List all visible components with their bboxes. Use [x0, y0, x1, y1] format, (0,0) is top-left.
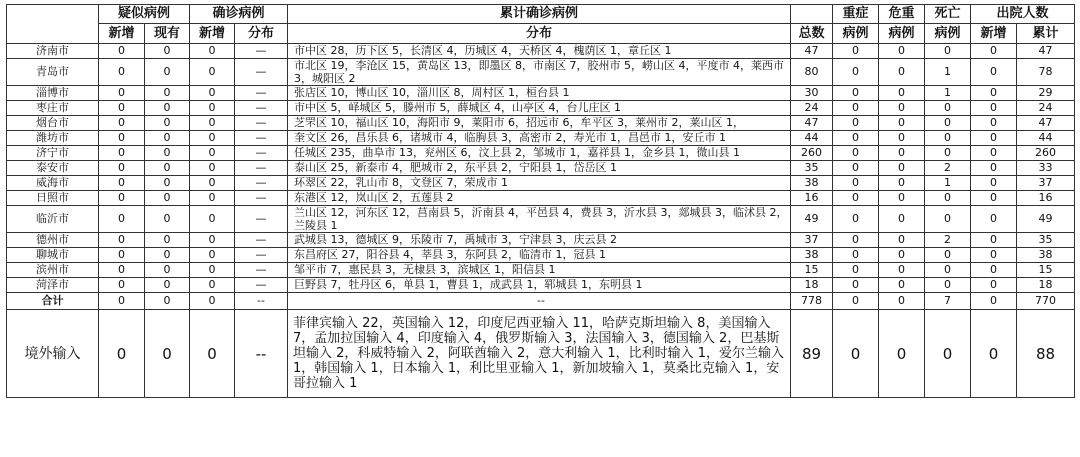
discharged-total-cell: 44 [1017, 131, 1075, 146]
city-cell: 淄博市 [7, 86, 99, 101]
suspected-new-cell: 0 [99, 293, 145, 310]
distribution-cell: 菲律宾输入 22，英国输入 12，印度尼西亚输入 11，哈萨克斯坦输入 8，美国输入 7，孟加拉国输入 4，印度输入 4，俄罗斯输入 3，法国输入 3，德国输入 2，巴基斯坦输入 2，科威特输入 2，阿联酋输入 2，意大利输入 1，比利时输入 1，爱尔兰输入 1，韩国输入 1，日本输入 1，利比里亚输入 1，新加坡输入 1，莫桑比克输入 1，安哥拉输入 1 [288, 310, 791, 398]
suspected-current-cell: 0 [145, 59, 190, 86]
death-cell: 0 [925, 248, 971, 263]
total-cell: 47 [791, 116, 833, 131]
discharged-new-cell: 0 [971, 116, 1017, 131]
header-severe: 重症 [833, 5, 879, 24]
suspected-new-cell: 0 [99, 131, 145, 146]
header-cumulative: 累计确诊病例 [288, 5, 791, 24]
header-death: 死亡 [925, 5, 971, 24]
confirmed-distribution-cell: — [235, 161, 288, 176]
discharged-new-cell: 0 [971, 293, 1017, 310]
suspected-new-cell: 0 [99, 206, 145, 233]
table-row [7, 101, 1075, 116]
city-cell: 枣庄市 [7, 101, 99, 116]
discharged-total-cell: 38 [1017, 248, 1075, 263]
header-row-1 [7, 5, 1075, 24]
total-row [7, 293, 1075, 310]
distribution-cell: 张店区 10，博山区 10，淄川区 8，周村区 1，桓台县 1 [288, 86, 791, 101]
critical-cell: 0 [879, 44, 925, 59]
discharged-new-cell: 0 [971, 310, 1017, 398]
confirmed-distribution-cell: — [235, 44, 288, 59]
total-cell: 16 [791, 191, 833, 206]
discharged-new-cell: 0 [971, 146, 1017, 161]
suspected-current-cell: 0 [145, 176, 190, 191]
suspected-new-cell: 0 [99, 176, 145, 191]
discharged-new-cell: 0 [971, 278, 1017, 293]
death-cell: 0 [925, 278, 971, 293]
confirmed-new-cell: 0 [190, 293, 235, 310]
death-cell: 1 [925, 59, 971, 86]
confirmed-new-cell: 0 [190, 248, 235, 263]
header-discharged-total: 累计 [1017, 24, 1075, 44]
table-row [7, 176, 1075, 191]
discharged-new-cell: 0 [971, 101, 1017, 116]
city-cell: 聊城市 [7, 248, 99, 263]
suspected-current-cell: 0 [145, 44, 190, 59]
suspected-new-cell: 0 [99, 161, 145, 176]
critical-cell: 0 [879, 310, 925, 398]
death-cell: 2 [925, 161, 971, 176]
discharged-total-cell: 29 [1017, 86, 1075, 101]
total-cell: 89 [791, 310, 833, 398]
city-cell: 临沂市 [7, 206, 99, 233]
distribution-cell: 邹平市 7，惠民县 3，无棣县 3，滨城区 1，阳信县 1 [288, 263, 791, 278]
table-row [7, 278, 1075, 293]
confirmed-distribution-cell: — [235, 233, 288, 248]
suspected-current-cell: 0 [145, 263, 190, 278]
header-suspected-new: 新增 [99, 24, 145, 44]
discharged-total-cell: 260 [1017, 146, 1075, 161]
critical-cell: 0 [879, 233, 925, 248]
total-cell: 18 [791, 278, 833, 293]
city-cell: 济宁市 [7, 146, 99, 161]
severe-cell: 0 [833, 310, 879, 398]
confirmed-distribution-cell: -- [235, 310, 288, 398]
confirmed-new-cell: 0 [190, 176, 235, 191]
suspected-current-cell: 0 [145, 233, 190, 248]
suspected-new-cell: 0 [99, 59, 145, 86]
confirmed-new-cell: 0 [190, 310, 235, 398]
header-suspected: 疑似病例 [99, 5, 190, 24]
city-cell: 泰安市 [7, 161, 99, 176]
confirmed-new-cell: 0 [190, 59, 235, 86]
distribution-cell: 泰山区 25，新泰市 4，肥城市 2，东平县 2，宁阳县 1，岱岳区 1 [288, 161, 791, 176]
table-row [7, 263, 1075, 278]
city-cell: 滨州市 [7, 263, 99, 278]
death-cell: 7 [925, 293, 971, 310]
severe-cell: 0 [833, 176, 879, 191]
discharged-total-cell: 35 [1017, 233, 1075, 248]
header-distribution: 分布 [288, 24, 791, 44]
distribution-cell: 市北区 19，李沧区 15，黄岛区 13，即墨区 8，市南区 7，胶州市 5，崂山区 4，平度市 4，莱西市 3，城阳区 2 [288, 59, 791, 86]
suspected-current-cell: 0 [145, 310, 190, 398]
confirmed-distribution-cell: — [235, 86, 288, 101]
death-cell: 0 [925, 101, 971, 116]
discharged-new-cell: 0 [971, 233, 1017, 248]
table-row [7, 161, 1075, 176]
header-discharged-new: 新增 [971, 24, 1017, 44]
city-cell: 威海市 [7, 176, 99, 191]
suspected-current-cell: 0 [145, 293, 190, 310]
distribution-cell: 奎文区 26，昌乐县 6，诸城市 4，临朐县 3，高密市 2，寿光市 1，昌邑市 1，安丘市 1 [288, 131, 791, 146]
suspected-current-cell: 0 [145, 146, 190, 161]
critical-cell: 0 [879, 293, 925, 310]
confirmed-distribution-cell: — [235, 248, 288, 263]
total-cell: 37 [791, 233, 833, 248]
table-row [7, 191, 1075, 206]
discharged-total-cell: 78 [1017, 59, 1075, 86]
header-confirmed: 确诊病例 [190, 5, 288, 24]
severe-cell: 0 [833, 191, 879, 206]
severe-cell: 0 [833, 116, 879, 131]
confirmed-new-cell: 0 [190, 44, 235, 59]
suspected-current-cell: 0 [145, 161, 190, 176]
distribution-cell: 芝罘区 10，福山区 10，海阳市 9，莱阳市 6，招远市 6，牟平区 3，莱州市 2，莱山区 1， [288, 116, 791, 131]
death-cell: 1 [925, 176, 971, 191]
suspected-current-cell: 0 [145, 116, 190, 131]
imported-cases-row [7, 310, 1075, 398]
discharged-new-cell: 0 [971, 248, 1017, 263]
suspected-current-cell: 0 [145, 278, 190, 293]
total-cell: 49 [791, 206, 833, 233]
severe-cell: 0 [833, 131, 879, 146]
death-cell: 0 [925, 191, 971, 206]
severe-cell: 0 [833, 278, 879, 293]
table-row [7, 233, 1075, 248]
suspected-current-cell: 0 [145, 206, 190, 233]
death-cell: 0 [925, 310, 971, 398]
critical-cell: 0 [879, 176, 925, 191]
city-cell: 潍坊市 [7, 131, 99, 146]
discharged-new-cell: 0 [971, 59, 1017, 86]
total-cell: 38 [791, 248, 833, 263]
critical-cell: 0 [879, 59, 925, 86]
critical-cell: 0 [879, 248, 925, 263]
discharged-total-cell: 15 [1017, 263, 1075, 278]
table-row [7, 44, 1075, 59]
city-cell: 济南市 [7, 44, 99, 59]
header-region [7, 5, 99, 44]
confirmed-distribution-cell: — [235, 146, 288, 161]
discharged-total-cell: 47 [1017, 116, 1075, 131]
critical-cell: 0 [879, 131, 925, 146]
total-cell: 38 [791, 176, 833, 191]
confirmed-distribution-cell: — [235, 263, 288, 278]
confirmed-distribution-cell: — [235, 101, 288, 116]
confirmed-distribution-cell: — [235, 191, 288, 206]
confirmed-distribution-cell: — [235, 206, 288, 233]
city-cell: 青岛市 [7, 59, 99, 86]
header-total-empty [791, 5, 833, 24]
header-confirmed-new: 新增 [190, 24, 235, 44]
suspected-new-cell: 0 [99, 191, 145, 206]
header-severe-cases: 病例 [833, 24, 879, 44]
suspected-new-cell: 0 [99, 86, 145, 101]
table-row [7, 116, 1075, 131]
total-cell: 15 [791, 263, 833, 278]
confirmed-distribution-cell: -- [235, 293, 288, 310]
death-cell: 0 [925, 116, 971, 131]
confirmed-distribution-cell: — [235, 131, 288, 146]
city-cell: 烟台市 [7, 116, 99, 131]
table-row [7, 86, 1075, 101]
death-cell: 0 [925, 146, 971, 161]
severe-cell: 0 [833, 293, 879, 310]
distribution-cell: 任城区 235，曲阜市 13，兖州区 6，汶上县 2，邹城市 1，嘉祥县 1，金乡县 1，微山县 1 [288, 146, 791, 161]
distribution-cell: 兰山区 12，河东区 12，莒南县 5，沂南县 4，平邑县 4，费县 3，沂水县 3，郯城县 3，临沭县 2，兰陵县 1 [288, 206, 791, 233]
header-critical: 危重 [879, 5, 925, 24]
discharged-new-cell: 0 [971, 44, 1017, 59]
death-cell: 0 [925, 131, 971, 146]
suspected-new-cell: 0 [99, 310, 145, 398]
severe-cell: 0 [833, 101, 879, 116]
death-cell: 0 [925, 44, 971, 59]
confirmed-distribution-cell: — [235, 116, 288, 131]
discharged-total-cell: 16 [1017, 191, 1075, 206]
discharged-new-cell: 0 [971, 161, 1017, 176]
total-cell: 778 [791, 293, 833, 310]
distribution-cell: 东港区 12，岚山区 2，五莲县 2 [288, 191, 791, 206]
severe-cell: 0 [833, 59, 879, 86]
confirmed-new-cell: 0 [190, 263, 235, 278]
distribution-cell: 巨野县 7，牡丹区 6，单县 1，曹县 1，成武县 1，郓城县 1，东明县 1 [288, 278, 791, 293]
discharged-total-cell: 18 [1017, 278, 1075, 293]
discharged-total-cell: 88 [1017, 310, 1075, 398]
discharged-new-cell: 0 [971, 86, 1017, 101]
confirmed-new-cell: 0 [190, 206, 235, 233]
discharged-total-cell: 770 [1017, 293, 1075, 310]
death-cell: 0 [925, 206, 971, 233]
suspected-new-cell: 0 [99, 248, 145, 263]
discharged-total-cell: 37 [1017, 176, 1075, 191]
confirmed-new-cell: 0 [190, 161, 235, 176]
confirmed-new-cell: 0 [190, 233, 235, 248]
discharged-new-cell: 0 [971, 131, 1017, 146]
discharged-new-cell: 0 [971, 191, 1017, 206]
severe-cell: 0 [833, 146, 879, 161]
table-row [7, 146, 1075, 161]
severe-cell: 0 [833, 248, 879, 263]
critical-cell: 0 [879, 86, 925, 101]
discharged-total-cell: 24 [1017, 101, 1075, 116]
discharged-new-cell: 0 [971, 263, 1017, 278]
city-cell: 菏泽市 [7, 278, 99, 293]
critical-cell: 0 [879, 191, 925, 206]
table-row [7, 248, 1075, 263]
table-row [7, 59, 1075, 86]
confirmed-new-cell: 0 [190, 86, 235, 101]
total-cell: 80 [791, 59, 833, 86]
distribution-cell: 武城县 13，德城区 9，乐陵市 7，禹城市 3，宁津县 3，庆云县 2 [288, 233, 791, 248]
table-row [7, 206, 1075, 233]
distribution-cell: 环翠区 22，乳山市 8，文登区 7，荣成市 1 [288, 176, 791, 191]
confirmed-new-cell: 0 [190, 116, 235, 131]
severe-cell: 0 [833, 44, 879, 59]
critical-cell: 0 [879, 101, 925, 116]
discharged-total-cell: 33 [1017, 161, 1075, 176]
confirmed-new-cell: 0 [190, 278, 235, 293]
distribution-cell: 东昌府区 27，阳谷县 4，莘县 3，东阿县 2，临清市 1，冠县 1 [288, 248, 791, 263]
severe-cell: 0 [833, 263, 879, 278]
suspected-current-cell: 0 [145, 101, 190, 116]
suspected-new-cell: 0 [99, 233, 145, 248]
severe-cell: 0 [833, 86, 879, 101]
total-cell: 260 [791, 146, 833, 161]
discharged-total-cell: 49 [1017, 206, 1075, 233]
total-cell: 30 [791, 86, 833, 101]
confirmed-distribution-cell: — [235, 278, 288, 293]
severe-cell: 0 [833, 233, 879, 248]
distribution-cell: 市中区 28，历下区 5，长清区 4，历城区 4，天桥区 4，槐荫区 1，章丘区 1 [288, 44, 791, 59]
header-total: 总数 [791, 24, 833, 44]
city-cell: 德州市 [7, 233, 99, 248]
discharged-new-cell: 0 [971, 176, 1017, 191]
total-cell: 24 [791, 101, 833, 116]
total-cell: 44 [791, 131, 833, 146]
suspected-new-cell: 0 [99, 116, 145, 131]
distribution-cell: 市中区 5，峄城区 5，滕州市 5，薛城区 4，山亭区 4，台儿庄区 1 [288, 101, 791, 116]
confirmed-distribution-cell: — [235, 59, 288, 86]
total-cell: 35 [791, 161, 833, 176]
suspected-new-cell: 0 [99, 101, 145, 116]
death-cell: 2 [925, 233, 971, 248]
suspected-new-cell: 0 [99, 44, 145, 59]
suspected-new-cell: 0 [99, 263, 145, 278]
confirmed-new-cell: 0 [190, 101, 235, 116]
severe-cell: 0 [833, 206, 879, 233]
table-row [7, 131, 1075, 146]
critical-cell: 0 [879, 206, 925, 233]
critical-cell: 0 [879, 161, 925, 176]
discharged-total-cell: 47 [1017, 44, 1075, 59]
suspected-new-cell: 0 [99, 146, 145, 161]
city-cell: 日照市 [7, 191, 99, 206]
header-row-2 [7, 24, 1075, 44]
critical-cell: 0 [879, 146, 925, 161]
covid-case-table [6, 4, 1075, 398]
severe-cell: 0 [833, 161, 879, 176]
suspected-current-cell: 0 [145, 248, 190, 263]
city-cell: 合计 [7, 293, 99, 310]
total-cell: 47 [791, 44, 833, 59]
critical-cell: 0 [879, 263, 925, 278]
discharged-new-cell: 0 [971, 206, 1017, 233]
suspected-current-cell: 0 [145, 191, 190, 206]
city-cell: 境外输入 [7, 310, 99, 398]
confirmed-new-cell: 0 [190, 146, 235, 161]
header-death-cases: 病例 [925, 24, 971, 44]
confirmed-new-cell: 0 [190, 131, 235, 146]
critical-cell: 0 [879, 116, 925, 131]
suspected-current-cell: 0 [145, 86, 190, 101]
header-critical-cases: 病例 [879, 24, 925, 44]
header-discharged: 出院人数 [971, 5, 1075, 24]
suspected-new-cell: 0 [99, 278, 145, 293]
header-confirmed-distribution: 分布 [235, 24, 288, 44]
header-suspected-current: 现有 [145, 24, 190, 44]
death-cell: 0 [925, 263, 971, 278]
suspected-current-cell: 0 [145, 131, 190, 146]
critical-cell: 0 [879, 278, 925, 293]
confirmed-new-cell: 0 [190, 191, 235, 206]
confirmed-distribution-cell: — [235, 176, 288, 191]
distribution-cell: -- [288, 293, 791, 310]
death-cell: 1 [925, 86, 971, 101]
